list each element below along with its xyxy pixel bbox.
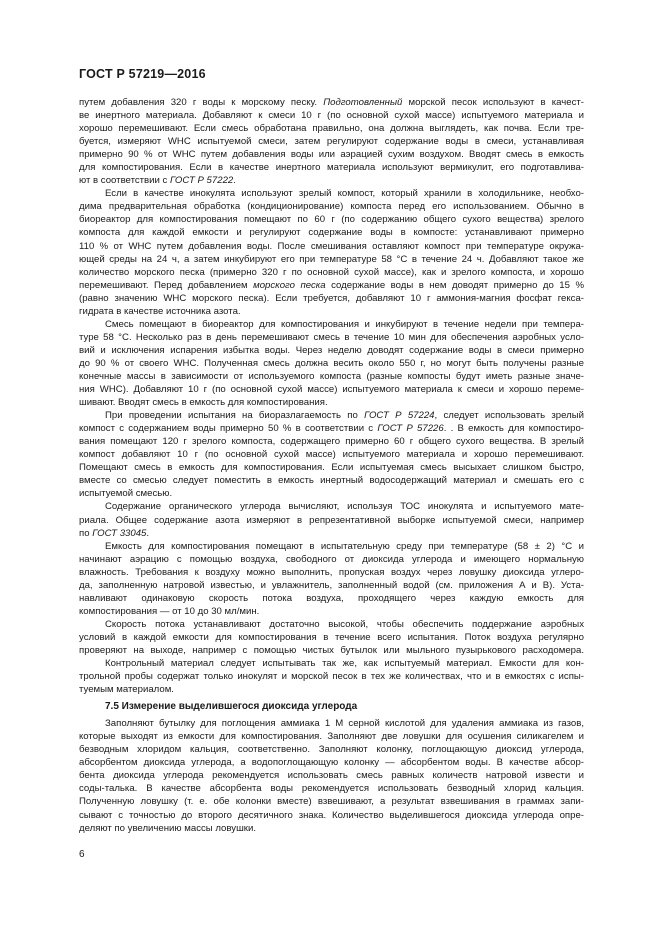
reference-italic: ГОСТ Р 57222 bbox=[170, 175, 234, 187]
text-line bbox=[79, 148, 584, 161]
text-run: Контрольный материал следует испытывать так же, как испытуемый материал. Емкости для кон- bbox=[105, 658, 584, 670]
text-line bbox=[79, 161, 584, 174]
text-run: компост добавляют 10 г (по основной сухой массе) испытуемого материала и хорошо перемешивают. bbox=[79, 449, 584, 461]
text-run: Емкость для компостирования помещают в испытательную среду при температуре (58 ± 2) °С и bbox=[105, 540, 584, 552]
text-run: буется, измеряют WHC испытуемой смеси, затем регулируют содержание воды в смеси, устанавливая bbox=[79, 136, 584, 148]
text-run: перемешивают. Перед добавлением bbox=[79, 279, 254, 291]
text-line bbox=[79, 279, 584, 292]
text-line bbox=[79, 579, 584, 592]
text-line bbox=[79, 782, 584, 795]
document-body bbox=[79, 96, 584, 835]
text-line bbox=[79, 344, 584, 357]
text-line bbox=[79, 226, 584, 239]
text-run: хорошо перемешивают. Если смесь обработана правильно, она должна выглядеть, как почва. Если тре- bbox=[79, 123, 584, 135]
text-run: Полученную ловушку (т. е. обе колонки вместе) взвешивают, а результат взвешивания в граммах запи- bbox=[79, 796, 584, 808]
text-run: испытуемой смесью. bbox=[79, 488, 173, 500]
text-line bbox=[79, 670, 584, 683]
section-heading: 7.5 Измерение выделившегося диоксида углерода bbox=[105, 701, 358, 713]
text-run: компостирования — от 10 до 30 мл/мин. bbox=[79, 605, 260, 617]
text-line bbox=[79, 357, 584, 370]
text-line bbox=[79, 553, 584, 566]
text-run: вий и исключения испарения избытка воды. Через неделю доводят содержание воды в смеси примерно bbox=[79, 344, 584, 356]
text-line bbox=[79, 135, 584, 148]
text-line bbox=[79, 500, 584, 513]
text-line bbox=[79, 370, 584, 383]
page-footer bbox=[79, 849, 85, 860]
text-line bbox=[79, 644, 584, 657]
text-run: содержание воды в нем доводят примерно до 15 % bbox=[325, 279, 584, 291]
text-run: вания помещают 120 г зрелого компоста, содержащего примерно 60 г общего сухого вещества. В зрелый bbox=[79, 436, 584, 448]
text-line bbox=[79, 187, 584, 200]
text-line bbox=[79, 618, 584, 631]
text-line bbox=[79, 657, 584, 670]
text-run: Помещают смесь в емкость для компостирования. Если испытуемая смесь высыхает слишком быстро, bbox=[79, 462, 584, 474]
text-line bbox=[79, 448, 584, 461]
text-line bbox=[79, 331, 584, 344]
text-line bbox=[79, 109, 584, 122]
text-line bbox=[79, 383, 584, 396]
text-line bbox=[79, 809, 584, 822]
text-run: шивают. Вводят смесь в емкость для компостирования. bbox=[79, 397, 328, 409]
text-run: влажность. Требования к воздуху можно выполнить, пропуская воздух через ловушку диоксида углеро- bbox=[79, 566, 584, 578]
text-line bbox=[79, 435, 584, 448]
document-header bbox=[79, 67, 206, 81]
text-line bbox=[79, 96, 584, 109]
text-line bbox=[79, 756, 584, 769]
text-run: биореактор для компостирования помещают по 60 г (по содержанию общего сухого вещества) зрелого bbox=[79, 214, 584, 226]
text-run: Скорость потока устанавливают достаточно высокой, чтобы обеспечить поддержание аэробных bbox=[105, 618, 584, 630]
text-run: сывают с точностью до второго десятичного знака. Количество выделившегося диоксида углерода опре- bbox=[79, 809, 584, 821]
text-run: соды-талька. В качестве абсорбента воды рекомендуется использовать безводный хлорид кальция. bbox=[79, 783, 584, 795]
text-line bbox=[79, 566, 584, 579]
text-run: деляют по увеличению массы ловушки. bbox=[79, 822, 256, 834]
text-run: туре 58 °С. Несколько раз в день перемешивают смесь в течение 10 мин для обеспечения аэробных усло- bbox=[79, 331, 584, 343]
text-run: дима предварительная обработка (кондиционирование) компоста перед его использованием. Обычно в bbox=[79, 201, 584, 213]
text-line bbox=[79, 200, 584, 213]
text-run: . . В емкость для компостиро- bbox=[443, 423, 584, 435]
text-run: Если в качестве инокулята используют зрелый компост, который хранили в холодильнике, необхо- bbox=[105, 188, 584, 200]
text-run: риала. Общее содержание азота измеряют в репрезентативной выборке испытуемой смеси, например bbox=[79, 514, 584, 526]
text-line bbox=[79, 717, 584, 730]
text-run: трольной пробы содержат только инокулят и морской песок в тех же количествах, что и в емкостях с испы- bbox=[79, 671, 584, 683]
text-line bbox=[79, 240, 584, 253]
text-line bbox=[79, 487, 584, 500]
text-run: проверяют на выходе, например с помощью чистых бутылок или мыльного пузырькового расходомера. bbox=[79, 644, 584, 656]
reference-italic: морского песка bbox=[253, 279, 326, 291]
text-run: компоста для каждой емкости и регулируют содержание воды в компосте: устанавливают примерно bbox=[79, 227, 584, 239]
text-run: путем добавления 320 г воды к морскому песку. bbox=[79, 97, 324, 108]
text-run: по bbox=[79, 527, 93, 539]
text-run: бента диоксида углерода рекомендуется использовать смесь равных количеств натровой извести и bbox=[79, 770, 584, 782]
text-line bbox=[79, 305, 584, 318]
text-run: туемым материалом. bbox=[79, 684, 174, 696]
text-line bbox=[79, 213, 584, 226]
text-run: гидрата в качестве источника азота. bbox=[79, 305, 241, 317]
text-line bbox=[79, 318, 584, 331]
text-line bbox=[79, 822, 584, 835]
reference-italic: ГОСТ Р 57226 bbox=[377, 423, 444, 435]
text-line bbox=[79, 540, 584, 553]
text-run: ве инертного материала. Добавляют к смеси 10 г (по основной сухой массе) испытуемого материала и bbox=[79, 110, 584, 122]
text-run: Заполняют бутылку для поглощения аммиака 1 М серной кислотой для удаления аммиака из газов, bbox=[105, 718, 584, 730]
text-run: начинают аэрацию с помощью воздуха, свободного от диоксида углерода и имеющего нормальную bbox=[79, 553, 584, 565]
text-line bbox=[79, 174, 584, 187]
text-run: которые выходят из емкости для компостирования. Заполняют две ловушки для осушения силикагелем и bbox=[79, 731, 584, 743]
text-run: вместе со смесью следует поместить в емкость инертный водосодержащий материал и смешать его с bbox=[79, 475, 584, 487]
text-run: морской песок используют в качест- bbox=[402, 97, 585, 108]
text-run: Содержание органического углерода вычисляют, используя ТОС инокулята и испытуемого мате- bbox=[105, 501, 584, 513]
text-run: При проведении испытания на биоразлагаемость по bbox=[105, 410, 365, 422]
text-line bbox=[79, 396, 584, 409]
text-run: навливают одинаковую скорость потока воздуха, проходящего через каждую емкость для bbox=[79, 592, 584, 604]
text-line bbox=[79, 605, 584, 618]
reference-italic: ГОСТ 33045 bbox=[92, 527, 147, 539]
text-line bbox=[79, 527, 584, 540]
text-line bbox=[79, 769, 584, 782]
text-line bbox=[79, 474, 584, 487]
text-line bbox=[79, 461, 584, 474]
text-run: . bbox=[233, 175, 236, 187]
text-line bbox=[79, 631, 584, 644]
page-number: 6 bbox=[79, 849, 85, 860]
text-run: да, заполненную натровой известью, и увлажнитель, заполненный водой (см. приложения А и В). Уста- bbox=[79, 579, 584, 591]
text-run: количество морского песка (примерно 320 г по основной сухой массе), как и зрелого компоста, и хорошо bbox=[79, 266, 584, 278]
text-line bbox=[79, 592, 584, 605]
text-run: ющей среды на 24 ч, а затем инкубируют его при температуре 58 °С в течение 24 ч. Добавляют такое же bbox=[79, 253, 584, 265]
text-line bbox=[79, 253, 584, 266]
text-line bbox=[79, 122, 584, 135]
reference-italic: Подготовленный bbox=[323, 97, 403, 108]
text-run: абсорбентом диоксида углерода, а водопоглощающую колонку — абсорбентом воды. В качестве абсор- bbox=[79, 757, 584, 769]
text-line bbox=[79, 422, 584, 435]
text-line bbox=[79, 292, 584, 305]
text-run: до 90 % от своего WHC. Полученная смесь должна весить около 550 г, но могут быть получены разные bbox=[79, 357, 584, 369]
text-line bbox=[79, 683, 584, 696]
text-line bbox=[79, 514, 584, 527]
text-run: примерно 90 % от WHC путем добавления воды или аэрацией сухим воздухом. Вводят смесь в емкость bbox=[79, 149, 584, 161]
text-run: ния WHC). Добавляют 10 г (по основной сухой массе) испытуемого материала к смеси и хорошо переме- bbox=[79, 384, 584, 396]
text-run: ют в соответствии с bbox=[79, 175, 170, 187]
standard-id: ГОСТ Р 57219—2016 bbox=[79, 67, 206, 81]
text-run: условий в каждой емкости для компостирования в течение всего испытания. Поток воздуха регулярно bbox=[79, 631, 584, 643]
text-run: безводным хлоридом кальция, соответственно. Заполняют колонку, поглощающую диоксид углерода, bbox=[79, 744, 584, 756]
text-run: конечные массы в зависимости от используемого компоста (разные компосты будут иметь разные значе- bbox=[79, 370, 584, 382]
text-run: для компостирования. Если в качестве инертного материала используют вермикулит, его подготавлива- bbox=[79, 162, 584, 174]
text-line bbox=[79, 743, 584, 756]
text-line bbox=[79, 730, 584, 743]
text-line bbox=[79, 795, 584, 808]
text-run: . bbox=[146, 527, 150, 539]
text-run: компост с содержанием воды примерно 50 % в соответствии с bbox=[79, 423, 378, 435]
text-run: (равно значению WHC морского песка). Если требуется, добавляют 10 г аммония-магния фосфат гекса- bbox=[79, 292, 584, 304]
text-line bbox=[79, 409, 584, 422]
text-run: Смесь помещают в биореактор для компостирования и инкубируют в течение недели при темпера- bbox=[105, 318, 584, 330]
text-run: 110 % от WHC путем добавления воды. После смешивания оставляют компост при температуре окружа- bbox=[79, 240, 584, 252]
text-line bbox=[79, 266, 584, 279]
text-run: , следует использовать зрелый bbox=[434, 410, 585, 422]
reference-italic: ГОСТ Р 57224 bbox=[364, 410, 435, 422]
